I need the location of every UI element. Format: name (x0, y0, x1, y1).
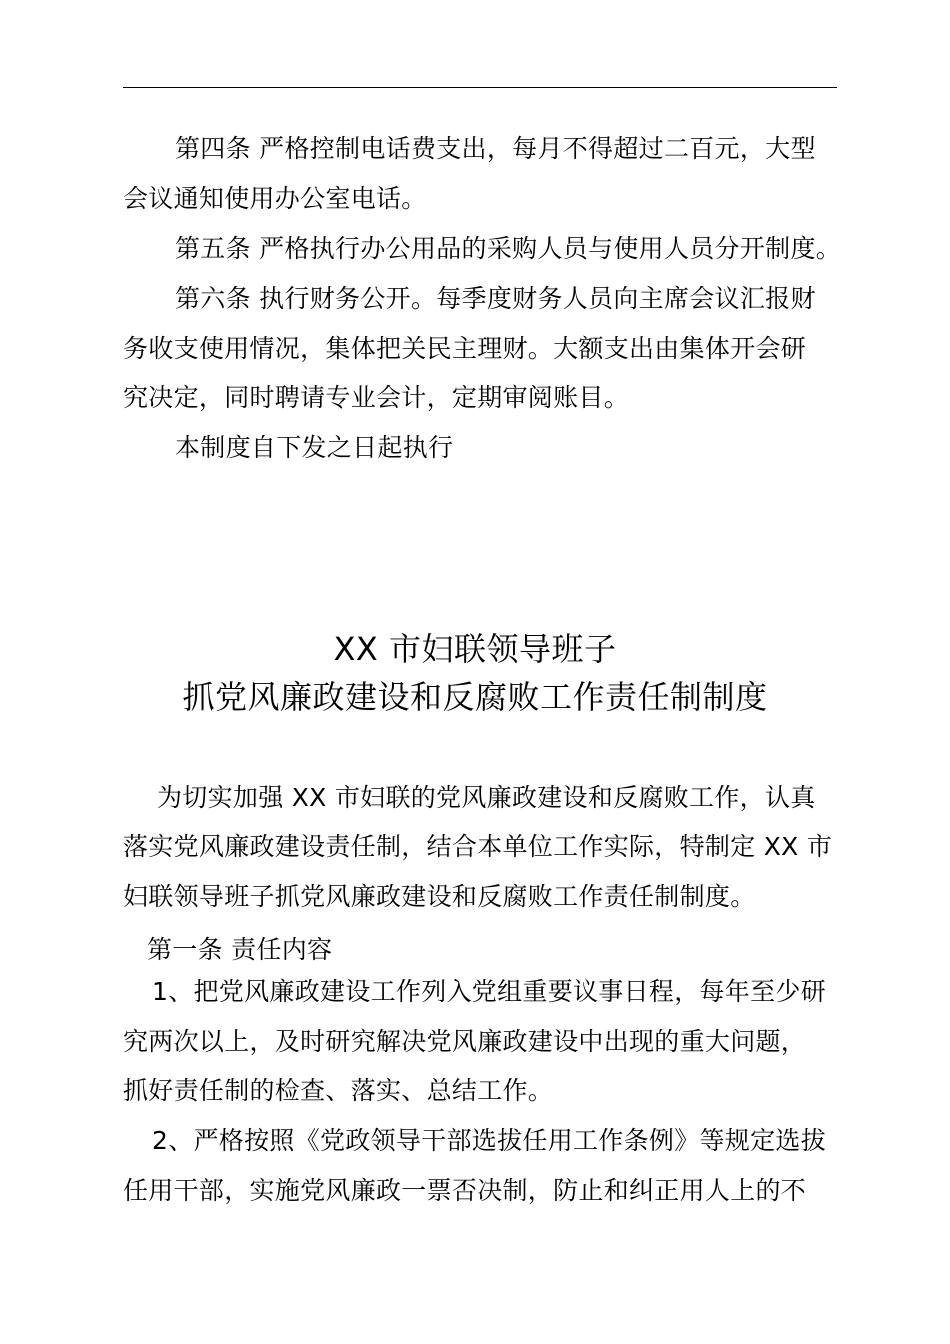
document-title-line-2: 抓党风廉政建设和反腐败工作责任制制度 (182, 678, 768, 716)
item-1-line-3: 抓好责任制的检查、落实、总结工作。 (123, 1076, 554, 1105)
effective-date-statement: 本制度自下发之日起执行 (175, 433, 454, 462)
intro-line-1: 为切实加强 XX 市妇联的党风廉政建设和反腐败工作，认真 (157, 783, 816, 812)
intro-line-3: 妇联领导班子抓党风廉政建设和反腐败工作责任制制度。 (123, 882, 756, 911)
item-2-line-2: 任用干部，实施党风廉政一票否决制，防止和纠正用人上的不 (123, 1176, 807, 1205)
item-1-line-1: 1、把党风廉政建设工作列入党组重要议事日程，每年至少研 (152, 977, 827, 1006)
item-2-line-1: 2、严格按照《党政领导干部选拔任用工作条例》等规定选拔 (152, 1126, 827, 1155)
article-5-line-1: 第五条 严格执行办公用品的采购人员与使用人员分开制度。 (175, 234, 842, 263)
item-1-line-2: 究两次以上，及时研究解决党风廉政建设中出现的重大问题， (123, 1027, 807, 1056)
intro-line-2: 落实党风廉政建设责任制，结合本单位工作实际，特制定 XX 市 (123, 832, 833, 861)
article-4-line-2: 会议通知使用办公室电话。 (123, 184, 427, 213)
article-6-line-1: 第六条 执行财务公开。每季度财务人员向主席会议汇报财 (175, 284, 816, 313)
article-4-line-1: 第四条 严格控制电话费支出，每月不得超过二百元，大型 (175, 134, 816, 163)
header-rule (123, 87, 837, 88)
article-6-line-3: 究决定，同时聘请专业会计，定期审阅账目。 (123, 383, 630, 412)
article-6-line-2: 务收支使用情况，集体把关民主理财。大额支出由集体开会研 (123, 334, 807, 363)
document-title-line-1: XX 市妇联领导班子 (333, 630, 617, 668)
article-1-heading: 第一条 责任内容 (147, 935, 333, 964)
